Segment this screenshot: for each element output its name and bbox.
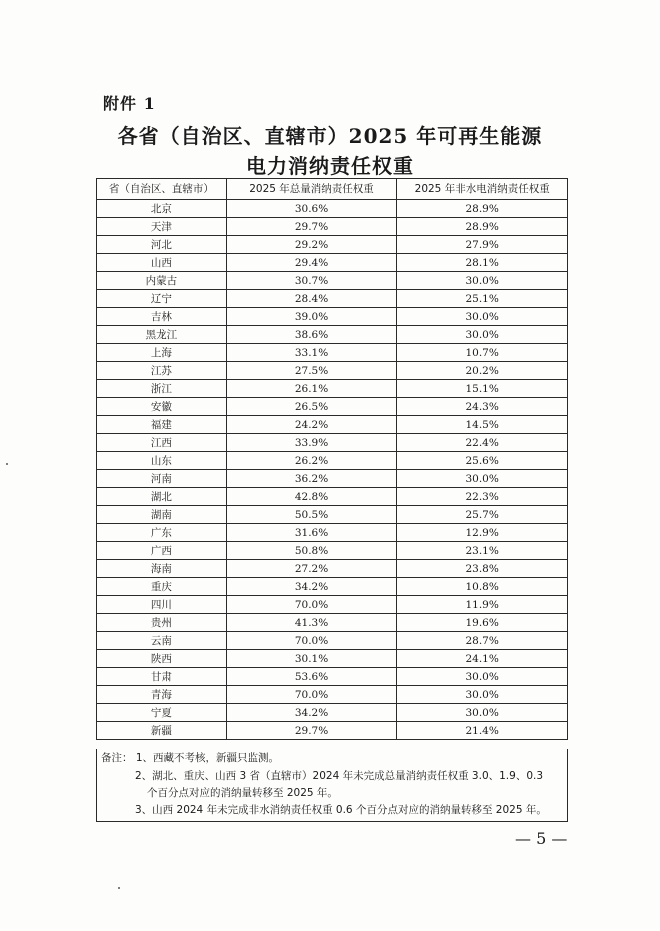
- header-total-weight: 2025 年总量消纳责任权重: [226, 179, 397, 200]
- cell-total-weight: 24.2%: [226, 416, 397, 434]
- note-1: 备注： 1、西藏不考核，新疆只监测。: [101, 752, 280, 764]
- weights-table: [96, 178, 568, 740]
- cell-nonhydro-weight: 30.0%: [397, 470, 568, 488]
- cell-province: 内蒙古: [97, 272, 227, 290]
- document-title-line1: 各省（自治区、直辖市）2025 年可再生能源: [117, 124, 543, 148]
- cell-total-weight: 41.3%: [226, 614, 397, 632]
- cell-province: 重庆: [97, 578, 227, 596]
- table-row: [97, 722, 568, 740]
- cell-nonhydro-weight: 12.9%: [397, 524, 568, 542]
- cell-province: 云南: [97, 632, 227, 650]
- cell-province: 青海: [97, 686, 227, 704]
- cell-province: 陕西: [97, 650, 227, 668]
- cell-province: 广东: [97, 524, 227, 542]
- cell-total-weight: 27.2%: [226, 560, 397, 578]
- cell-total-weight: 26.5%: [226, 398, 397, 416]
- cell-province: 湖南: [97, 506, 227, 524]
- note-3: 3、山西 2024 年未完成非水消纳责任权重 0.6 个百分点对应的消纳量转移至 2025 年。: [135, 804, 547, 816]
- cell-province: 贵州: [97, 614, 227, 632]
- table-row: [97, 434, 568, 452]
- cell-province: 四川: [97, 596, 227, 614]
- page-number: — 5 —: [515, 829, 568, 848]
- scan-speck: [118, 887, 120, 889]
- cell-nonhydro-weight: 30.0%: [397, 326, 568, 344]
- cell-province: 宁夏: [97, 704, 227, 722]
- cell-total-weight: 38.6%: [226, 326, 397, 344]
- cell-province: 江苏: [97, 362, 227, 380]
- note-2-line1: 2、湖北、重庆、山西 3 省（直辖市）2024 年未完成总量消纳责任权重 3.0、1.9、0.3: [135, 770, 544, 782]
- scan-speck: [6, 463, 8, 465]
- table-row: [97, 686, 568, 704]
- cell-province: 广西: [97, 542, 227, 560]
- cell-nonhydro-weight: 30.0%: [397, 668, 568, 686]
- table-row: [97, 272, 568, 290]
- table-row: [97, 614, 568, 632]
- cell-total-weight: 31.6%: [226, 524, 397, 542]
- cell-province: 江西: [97, 434, 227, 452]
- cell-total-weight: 26.2%: [226, 452, 397, 470]
- cell-nonhydro-weight: 30.0%: [397, 686, 568, 704]
- cell-total-weight: 36.2%: [226, 470, 397, 488]
- table-row: [97, 470, 568, 488]
- table-row: [97, 632, 568, 650]
- cell-nonhydro-weight: 24.3%: [397, 398, 568, 416]
- cell-province: 辽宁: [97, 290, 227, 308]
- cell-nonhydro-weight: 27.9%: [397, 236, 568, 254]
- cell-province: 福建: [97, 416, 227, 434]
- cell-nonhydro-weight: 30.0%: [397, 308, 568, 326]
- cell-total-weight: 42.8%: [226, 488, 397, 506]
- table-row: [97, 488, 568, 506]
- cell-nonhydro-weight: 24.1%: [397, 650, 568, 668]
- cell-total-weight: 34.2%: [226, 704, 397, 722]
- cell-total-weight: 29.4%: [226, 254, 397, 272]
- cell-total-weight: 50.5%: [226, 506, 397, 524]
- cell-province: 浙江: [97, 380, 227, 398]
- cell-total-weight: 27.5%: [226, 362, 397, 380]
- cell-nonhydro-weight: 28.9%: [397, 200, 568, 218]
- cell-nonhydro-weight: 25.1%: [397, 290, 568, 308]
- cell-total-weight: 70.0%: [226, 596, 397, 614]
- table-row: [97, 290, 568, 308]
- table-row: [97, 218, 568, 236]
- table-row: [97, 506, 568, 524]
- header-nonhydro-weight: 2025 年非水电消纳责任权重: [397, 179, 568, 200]
- cell-total-weight: 34.2%: [226, 578, 397, 596]
- cell-nonhydro-weight: 21.4%: [397, 722, 568, 740]
- cell-nonhydro-weight: 23.1%: [397, 542, 568, 560]
- cell-nonhydro-weight: 20.2%: [397, 362, 568, 380]
- cell-nonhydro-weight: 28.9%: [397, 218, 568, 236]
- attachment-label: 附件 1: [103, 94, 156, 113]
- cell-province: 海南: [97, 560, 227, 578]
- document-title-line2: 电力消纳责任权重: [246, 154, 414, 178]
- table-row: [97, 398, 568, 416]
- cell-nonhydro-weight: 19.6%: [397, 614, 568, 632]
- table-row: [97, 578, 568, 596]
- cell-total-weight: 30.6%: [226, 200, 397, 218]
- cell-nonhydro-weight: 22.3%: [397, 488, 568, 506]
- cell-total-weight: 29.7%: [226, 722, 397, 740]
- cell-nonhydro-weight: 14.5%: [397, 416, 568, 434]
- table-body: [97, 200, 568, 740]
- notes-box: [96, 749, 568, 822]
- cell-nonhydro-weight: 10.8%: [397, 578, 568, 596]
- cell-province: 河南: [97, 470, 227, 488]
- table-row: [97, 524, 568, 542]
- table-row: [97, 650, 568, 668]
- table-row: [97, 542, 568, 560]
- table-row: [97, 308, 568, 326]
- table-header-row: [97, 179, 568, 200]
- cell-nonhydro-weight: 28.1%: [397, 254, 568, 272]
- cell-total-weight: 28.4%: [226, 290, 397, 308]
- table-row: [97, 200, 568, 218]
- table-row: [97, 236, 568, 254]
- cell-province: 黑龙江: [97, 326, 227, 344]
- table-row: [97, 326, 568, 344]
- cell-total-weight: 53.6%: [226, 668, 397, 686]
- note-2-line2: 个百分点对应的消纳量转移至 2025 年。: [147, 787, 338, 799]
- cell-total-weight: 29.7%: [226, 218, 397, 236]
- cell-total-weight: 26.1%: [226, 380, 397, 398]
- cell-total-weight: 33.1%: [226, 344, 397, 362]
- cell-province: 安徽: [97, 398, 227, 416]
- table-row: [97, 362, 568, 380]
- table-row: [97, 416, 568, 434]
- cell-nonhydro-weight: 25.6%: [397, 452, 568, 470]
- table-row: [97, 560, 568, 578]
- table-row: [97, 596, 568, 614]
- cell-province: 湖北: [97, 488, 227, 506]
- cell-province: 上海: [97, 344, 227, 362]
- cell-nonhydro-weight: 10.7%: [397, 344, 568, 362]
- cell-nonhydro-weight: 11.9%: [397, 596, 568, 614]
- cell-province: 新疆: [97, 722, 227, 740]
- cell-province: 甘肃: [97, 668, 227, 686]
- cell-province: 天津: [97, 218, 227, 236]
- cell-province: 北京: [97, 200, 227, 218]
- cell-nonhydro-weight: 15.1%: [397, 380, 568, 398]
- table-row: [97, 704, 568, 722]
- header-province: 省（自治区、直辖市）: [97, 179, 227, 200]
- cell-nonhydro-weight: 30.0%: [397, 704, 568, 722]
- cell-total-weight: 39.0%: [226, 308, 397, 326]
- table-row: [97, 452, 568, 470]
- cell-nonhydro-weight: 30.0%: [397, 272, 568, 290]
- cell-nonhydro-weight: 22.4%: [397, 434, 568, 452]
- cell-total-weight: 70.0%: [226, 686, 397, 704]
- cell-total-weight: 29.2%: [226, 236, 397, 254]
- cell-total-weight: 33.9%: [226, 434, 397, 452]
- table-row: [97, 344, 568, 362]
- cell-nonhydro-weight: 25.7%: [397, 506, 568, 524]
- cell-total-weight: 30.1%: [226, 650, 397, 668]
- cell-province: 吉林: [97, 308, 227, 326]
- table-row: [97, 668, 568, 686]
- cell-province: 河北: [97, 236, 227, 254]
- table-row: [97, 380, 568, 398]
- cell-total-weight: 70.0%: [226, 632, 397, 650]
- cell-nonhydro-weight: 23.8%: [397, 560, 568, 578]
- cell-province: 山东: [97, 452, 227, 470]
- cell-nonhydro-weight: 28.7%: [397, 632, 568, 650]
- cell-total-weight: 50.8%: [226, 542, 397, 560]
- cell-total-weight: 30.7%: [226, 272, 397, 290]
- cell-province: 山西: [97, 254, 227, 272]
- table-row: [97, 254, 568, 272]
